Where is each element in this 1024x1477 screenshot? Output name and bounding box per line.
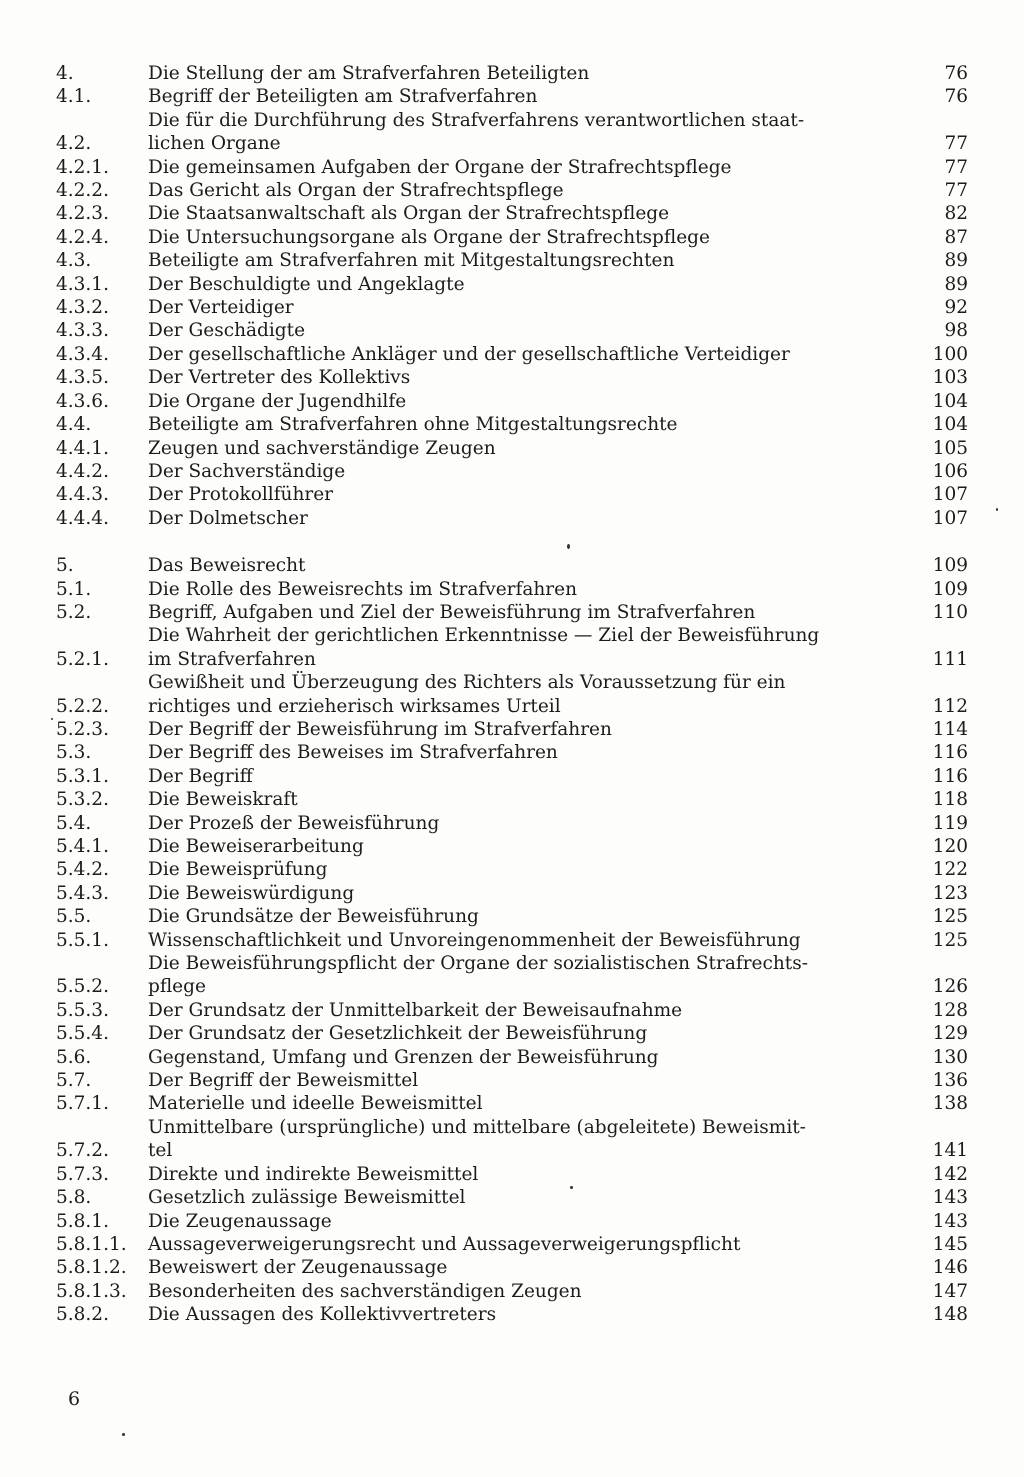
entry-number: 5.3. — [56, 742, 92, 764]
entry-page-number: 77 — [944, 180, 968, 202]
toc-entry — [56, 179, 968, 202]
toc-entry — [56, 1046, 968, 1069]
scan-speck — [570, 1186, 573, 1189]
toc-entry — [56, 1163, 968, 1186]
toc-section — [56, 62, 968, 530]
toc-entry — [56, 812, 968, 835]
entry-page-number: 145 — [932, 1233, 968, 1255]
entry-page-number: 87 — [944, 226, 968, 248]
table-of-contents — [56, 62, 968, 1327]
entry-title: Die Organe der Jugendhilfe — [148, 390, 407, 412]
entry-title: Die Beweiswürdigung — [148, 882, 355, 904]
entry-number: 5.4. — [56, 812, 92, 834]
entry-title: Beweiswert der Zeugenaussage — [148, 1257, 448, 1279]
entry-title: Der Protokollführer — [148, 484, 333, 506]
entry-title: Begriff der Beteiligten am Strafverfahren — [148, 86, 538, 108]
entry-page-number: 114 — [932, 718, 968, 740]
entry-title: Die Grundsätze der Beweisführung — [148, 906, 479, 928]
entry-number: 5.5.3. — [56, 999, 109, 1021]
entry-title: Die Untersuchungsorgane als Organe der Strafrechtspflege — [148, 226, 710, 248]
entry-number: 5.7. — [56, 1070, 92, 1092]
entry-title: Der Begriff — [148, 765, 253, 787]
toc-entry — [56, 1280, 968, 1303]
toc-entry — [56, 273, 968, 296]
toc-entry — [56, 858, 968, 881]
entry-number: 5.4.3. — [56, 882, 109, 904]
entry-page-number: 77 — [944, 133, 968, 155]
toc-entry — [56, 296, 968, 319]
entry-page-number: 120 — [932, 836, 968, 857]
toc-entry — [56, 226, 968, 249]
entry-title: Der Verteidiger — [148, 297, 294, 319]
entry-title: Die Beweiserarbeitung — [148, 836, 364, 857]
entry-page-number: 89 — [944, 250, 968, 272]
toc-entry — [56, 1069, 968, 1092]
toc-entry — [56, 483, 968, 506]
entry-title: Aussageverweigerungsrecht und Aussageverweigerungspflicht — [148, 1233, 741, 1255]
entry-page-number: 103 — [932, 367, 968, 389]
toc-entry — [56, 765, 968, 788]
entry-title: Der Grundsatz der Unmittelbarkeit der Beweisaufnahme — [148, 999, 683, 1021]
entry-title: Der Sachverständige — [148, 460, 346, 482]
toc-entry — [56, 249, 968, 272]
toc-entry — [56, 202, 968, 225]
entry-title: Direkte und indirekte Beweismittel — [148, 1163, 479, 1185]
entry-page-number: 118 — [932, 789, 968, 811]
entry-number: 5.3.2. — [56, 789, 109, 811]
entry-page-number: 76 — [944, 86, 968, 108]
toc-entry — [56, 390, 968, 413]
entry-title: Die Beweisführungspflicht der Organe der sozialistischen Strafrechts- pflege — [148, 953, 808, 998]
toc-entry — [56, 437, 968, 460]
toc-entry — [56, 578, 968, 601]
toc-entry — [56, 1303, 968, 1326]
entry-title: Besonderheiten des sachverständigen Zeugen — [148, 1280, 582, 1302]
toc-entry — [56, 905, 968, 928]
entry-page-number: 119 — [932, 812, 968, 834]
entry-title: Das Beweisrecht — [148, 555, 306, 577]
entry-number: 5.2. — [56, 601, 92, 623]
entry-title: Wissenschaftlichkeit und Unvoreingenommenheit der Beweisführung — [148, 929, 801, 951]
entry-page-number: 104 — [932, 414, 968, 436]
entry-page-number: 130 — [932, 1046, 968, 1068]
entry-page-number: 116 — [932, 765, 968, 787]
entry-title: Die Wahrheit der gerichtlichen Erkenntnisse — Ziel der Beweisführung im Strafverfahren — [148, 625, 820, 670]
entry-number: 4.1. — [56, 86, 92, 108]
entry-page-number: 142 — [932, 1163, 968, 1185]
toc-entry — [56, 554, 968, 577]
entry-title: Die Staatsanwaltschaft als Organ der Strafrechtspflege — [148, 203, 670, 225]
toc-entry — [56, 319, 968, 342]
entry-number: 4.3. — [56, 250, 92, 272]
toc-entry — [56, 460, 968, 483]
entry-number: 5.8.2. — [56, 1304, 109, 1326]
entry-title: Der Grundsatz der Gesetzlichkeit der Beweisführung — [148, 1023, 648, 1045]
entry-title: Die Aussagen des Kollektivvertreters — [148, 1304, 497, 1326]
entry-page-number: 110 — [932, 601, 968, 623]
toc-entry — [56, 413, 968, 436]
entry-page-number: 136 — [932, 1070, 968, 1092]
entry-page-number: 116 — [932, 742, 968, 764]
entry-page-number: 107 — [932, 484, 968, 506]
toc-entry — [56, 62, 968, 85]
entry-number: 5.1. — [56, 578, 92, 600]
toc-entry — [56, 507, 968, 530]
entry-page-number: 105 — [932, 437, 968, 459]
entry-page-number: 107 — [932, 507, 968, 529]
entry-page-number: 109 — [932, 578, 968, 600]
entry-page-number: 126 — [932, 976, 968, 998]
entry-title: Der Beschuldigte und Angeklagte — [148, 273, 465, 295]
entry-number: 4.3.3. — [56, 320, 109, 342]
entry-number: 4.2.2. — [56, 180, 109, 202]
entry-title: Der Begriff der Beweismittel — [148, 1070, 419, 1092]
entry-number: 5. — [56, 555, 74, 577]
entry-number: 4.4.2. — [56, 460, 109, 482]
entry-page-number: 122 — [932, 859, 968, 881]
entry-page-number: 138 — [932, 1093, 968, 1115]
entry-number: 5.8.1.1. — [56, 1233, 127, 1255]
entry-number: 4.3.6. — [56, 390, 109, 412]
entry-page-number: 98 — [944, 320, 968, 342]
entry-page-number: 104 — [932, 390, 968, 412]
entry-page-number: 146 — [932, 1257, 968, 1279]
entry-number: 4.3.2. — [56, 297, 109, 319]
entry-number: 5.5.2. — [56, 976, 109, 998]
entry-title: Der Prozeß der Beweisführung — [148, 812, 440, 834]
entry-number: 5.8.1.3. — [56, 1280, 127, 1302]
entry-title: Der Vertreter des Kollektivs — [148, 367, 411, 389]
entry-number: 5.7.1. — [56, 1093, 109, 1115]
scan-speck — [122, 1433, 125, 1436]
entry-number: 5.5. — [56, 906, 92, 928]
entry-title: Die Zeugenaussage — [148, 1210, 332, 1232]
entry-page-number: 76 — [944, 63, 968, 84]
toc-entry — [56, 624, 968, 671]
entry-page-number: 112 — [932, 695, 968, 717]
entry-title: Der gesellschaftliche Ankläger und der gesellschaftliche Verteidiger — [148, 343, 790, 365]
entry-number: 5.2.3. — [56, 718, 109, 740]
toc-entry — [56, 1116, 968, 1163]
entry-number: 4.3.4. — [56, 343, 109, 365]
scan-speck — [996, 508, 998, 511]
scan-speck — [567, 544, 570, 549]
entry-number: 5.8. — [56, 1187, 92, 1209]
entry-title: Gewißheit und Überzeugung des Richters als Voraussetzung für ein richtiges und erzieherisch wirksames Urteil — [148, 672, 786, 717]
toc-entry — [56, 1256, 968, 1279]
toc-entry — [56, 788, 968, 811]
entry-page-number: 125 — [932, 929, 968, 951]
toc-entry — [56, 929, 968, 952]
toc-entry — [56, 85, 968, 108]
entry-page-number: 148 — [932, 1304, 968, 1326]
entry-number: 5.3.1. — [56, 765, 109, 787]
entry-page-number: 143 — [932, 1210, 968, 1232]
toc-section — [56, 554, 968, 1326]
entry-page-number: 111 — [932, 648, 968, 670]
entry-page-number: 128 — [932, 999, 968, 1021]
entry-number: 4. — [56, 63, 74, 84]
entry-number: 4.4. — [56, 414, 92, 436]
entry-number: 5.5.4. — [56, 1023, 109, 1045]
entry-number: 4.2.3. — [56, 203, 109, 225]
toc-entry — [56, 882, 968, 905]
entry-title: Gesetzlich zulässige Beweismittel — [148, 1187, 466, 1209]
section-spacer — [56, 530, 968, 554]
entry-page-number: 109 — [932, 555, 968, 577]
entry-number: 4.4.1. — [56, 437, 109, 459]
entry-page-number: 100 — [932, 343, 968, 365]
entry-number: 4.4.3. — [56, 484, 109, 506]
entry-number: 4.2.1. — [56, 156, 109, 178]
entry-page-number: 106 — [932, 460, 968, 482]
entry-title: Die für die Durchführung des Strafverfahrens verantwortlichen staat- lichen Organe — [148, 109, 805, 155]
entry-title: Der Begriff der Beweisführung im Strafverfahren — [148, 718, 612, 740]
entry-title: Die Beweisprüfung — [148, 859, 328, 881]
entry-number: 4.2. — [56, 133, 92, 155]
entry-page-number: 82 — [944, 203, 968, 225]
toc-entry — [56, 1233, 968, 1256]
entry-title: Der Begriff des Beweises im Strafverfahren — [148, 742, 558, 764]
entry-title: Der Dolmetscher — [148, 507, 308, 529]
entry-page-number: 89 — [944, 273, 968, 295]
entry-number: 4.3.1. — [56, 273, 109, 295]
toc-entry — [56, 156, 968, 179]
toc-entry — [56, 1186, 968, 1209]
toc-entry — [56, 999, 968, 1022]
entry-number: 5.8.1. — [56, 1210, 109, 1232]
entry-title: Unmittelbare (ursprüngliche) und mittelbare (abgeleitete) Beweismit- tel — [148, 1116, 806, 1162]
entry-number: 5.4.1. — [56, 836, 109, 857]
entry-number: 5.5.1. — [56, 929, 109, 951]
entry-title: Die Rolle des Beweisrechts im Strafverfahren — [148, 578, 577, 600]
entry-title: Das Gericht als Organ der Strafrechtspflege — [148, 180, 564, 202]
entry-number: 4.4.4. — [56, 507, 109, 529]
entry-page-number: 143 — [932, 1187, 968, 1209]
toc-entry — [56, 109, 968, 156]
toc-entry — [56, 741, 968, 764]
entry-number: 5.2.1. — [56, 648, 109, 670]
toc-entry — [56, 718, 968, 741]
entry-title: Begriff, Aufgaben und Ziel der Beweisführung im Strafverfahren — [148, 601, 756, 623]
toc-entry — [56, 835, 968, 858]
toc-entry — [56, 366, 968, 389]
entry-number: 5.4.2. — [56, 859, 109, 881]
toc-entry — [56, 952, 968, 999]
entry-title: Die gemeinsamen Aufgaben der Organe der Strafrechtspflege — [148, 156, 732, 178]
toc-entry — [56, 601, 968, 624]
page-number-footer: 6 — [68, 1388, 81, 1410]
entry-page-number: 123 — [932, 882, 968, 904]
entry-title: Beteiligte am Strafverfahren ohne Mitgestaltungsrechte — [148, 414, 678, 436]
entry-title: Materielle und ideelle Beweismittel — [148, 1093, 483, 1115]
toc-entry — [56, 1092, 968, 1115]
entry-title: Der Geschädigte — [148, 320, 306, 342]
toc-entry — [56, 343, 968, 366]
entry-title: Zeugen und sachverständige Zeugen — [148, 437, 496, 459]
entry-number: 5.2.2. — [56, 695, 109, 717]
entry-page-number: 125 — [932, 906, 968, 928]
entry-number: 4.2.4. — [56, 226, 109, 248]
toc-entry — [56, 671, 968, 718]
entry-number: 4.3.5. — [56, 367, 109, 389]
entry-number: 5.8.1.2. — [56, 1257, 127, 1279]
entry-title: Beteiligte am Strafverfahren mit Mitgestaltungsrechten — [148, 250, 675, 272]
entry-page-number: 92 — [944, 297, 968, 319]
scan-speck — [51, 718, 53, 720]
entry-page-number: 141 — [932, 1140, 968, 1162]
entry-title: Gegenstand, Umfang und Grenzen der Beweisführung — [148, 1046, 659, 1068]
entry-title: Die Beweiskraft — [148, 789, 298, 811]
entry-title: Die Stellung der am Strafverfahren Beteiligten — [148, 63, 590, 84]
entry-number: 5.7.3. — [56, 1163, 109, 1185]
entry-number: 5.7.2. — [56, 1140, 109, 1162]
toc-entry — [56, 1210, 968, 1233]
entry-page-number: 129 — [932, 1023, 968, 1045]
entry-page-number: 147 — [932, 1280, 968, 1302]
entry-number: 5.6. — [56, 1046, 92, 1068]
entry-page-number: 77 — [944, 156, 968, 178]
toc-entry — [56, 1022, 968, 1045]
